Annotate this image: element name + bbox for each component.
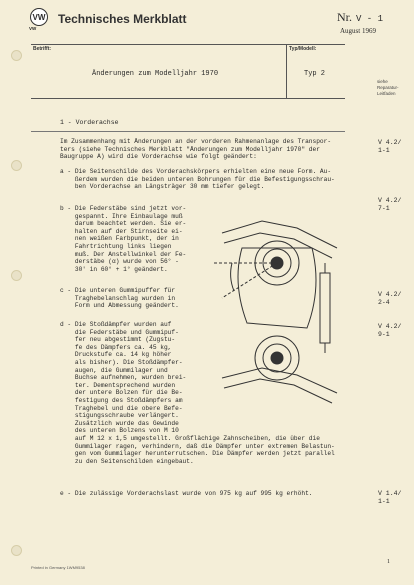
typ-label: Typ/Modell: <box>289 46 317 52</box>
intro-paragraph: Im Zusammenhang mit Änderungen an der vorderen Rahmenanlage des Transpor- ters (siehe Technisches Merkblatt "Änderungen zum Modelljahr 1970" der Baugruppe A) wird die Vorderachse wie folgt geändert: <box>60 138 332 161</box>
nr-label: Nr. <box>337 10 352 24</box>
ref-v42-7-1: V 4.2/ 7-1 <box>378 197 402 212</box>
item-b: b - Die Federstäbe sind jetzt vor- gespannt. Ihre Einbaulage muß darum beachtet werden. Sie er- halten auf der Stirnseite ei- nen weißen Farbpunkt, der in Fahrtrichtung links liegen muß. Der Anstellwinkel der Fe- derstäbe (α) wurde von 56° - 30' in 60° + 1° geändert. <box>60 205 187 273</box>
form-divider <box>286 44 287 98</box>
item-c: c - Die unteren Gummipuffer für Traghebelanschlag wurden in Form und Abmessung geändert. <box>60 287 179 310</box>
ref-v42-2-4: V 4.2/ 2-4 <box>378 291 402 306</box>
item-d: d - Die Stoßdämpfer wurden auf die Federstäbe und Gummipuf- fer neu abgestimmt (Zugstu- fe des Dämpfers ca. 45 kg, Druckstufe ca. 14 kg höher als bisher). Die Stoßdämpfer- augen, die Gummilager und Buchse aufnehmen, wurden brei- ter. Dementsprechend wurden der untere Bolzen für die Be- festigung des Stoßdämpfers am Traghebel und die obere Befe- stigungsschraube verlängert. Zusätzlich wurde das Gewinde des unteren Bolzens von M 10 auf M 12 x 1,5 umgestellt. Großflächige Zahnscheiben, die über die Gummilager ragen, verhindern, daß die Dämpfer unter extremen Belastun- gen vom Gummilager herunterrutschen. Die Dämpfer werden jetzt parallel zu den Seitenschilden eingebaut. <box>60 321 335 465</box>
document-date: August 1969 <box>340 27 376 35</box>
item-e: e - Die zulässige Vorderachslast wurde von 975 kg auf 995 kg erhöht. <box>60 490 313 497</box>
section-rule <box>31 131 345 132</box>
section-title: 1 - Vorderachse <box>60 119 119 126</box>
ref-v42-1-1: V 4.2/ 1-1 <box>378 139 402 154</box>
front-axle-drawing <box>202 203 352 413</box>
punch-hole <box>11 50 22 61</box>
page-number: 1 <box>387 559 390 565</box>
betreff-value: Änderungen zum Modelljahr 1970 <box>92 70 219 78</box>
logo-caption: VW <box>29 26 37 31</box>
form-top-rule <box>31 44 345 45</box>
ref-v14-1-1: V 1.4/ 1-1 <box>378 490 402 505</box>
vw-logo <box>30 8 48 26</box>
ref-v42-9-1: V 4.2/ 9-1 <box>378 323 402 338</box>
document-number <box>337 10 383 25</box>
nr-value: V - 1 <box>356 14 384 24</box>
punch-hole <box>11 270 22 281</box>
item-a: a - Die Seitenschilde des Vorderachskörpers erhielten eine neue Form. Au- ßerdem wurden die beiden unteren Bohrungen für die Befestigungsschrau- ben Vorderachse an Längsträger 30 mm tiefer gelegt. <box>60 168 335 191</box>
siehe-reference-label: siehe Reparatur- Leitfaden <box>377 79 399 96</box>
betreff-label: Betrifft: <box>33 46 52 52</box>
printed-note: Printed in Germany 1WM9538 <box>31 565 85 570</box>
document-title: Technisches Merkblatt <box>58 12 187 26</box>
form-bottom-rule <box>31 98 345 99</box>
punch-hole <box>11 160 22 171</box>
logo-letters: VW <box>32 12 46 22</box>
typ-value: Typ 2 <box>304 70 326 78</box>
punch-hole <box>11 545 22 556</box>
